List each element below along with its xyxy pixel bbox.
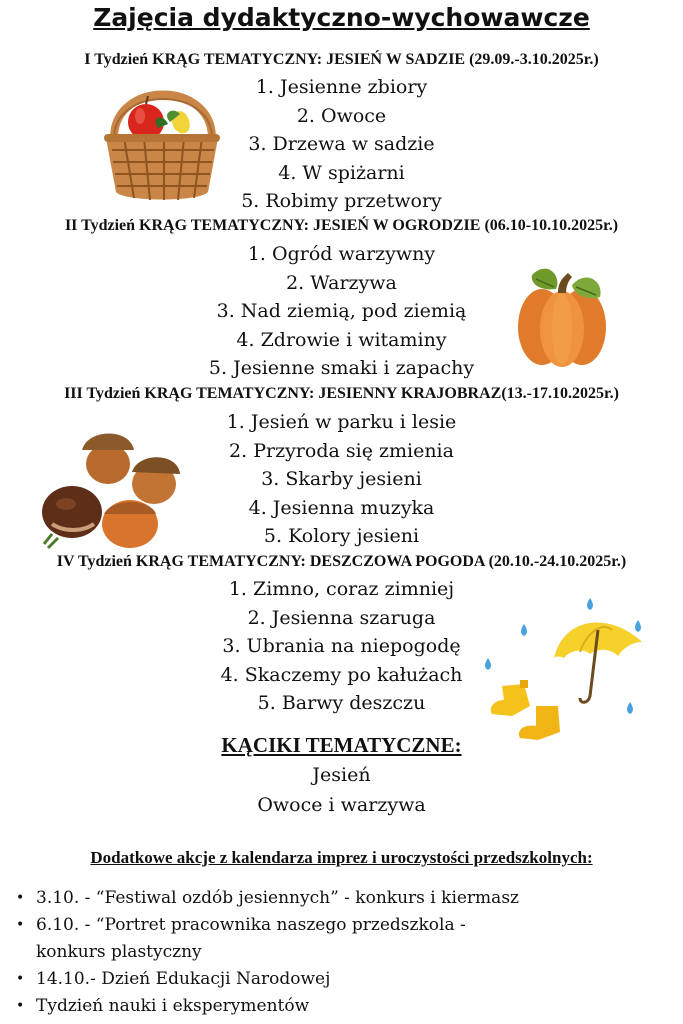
week-2-topic-5: 5. Jesienne smaki i zapachy [208, 357, 475, 380]
week-2-topic-3: 3. Nad ziemią, pod ziemią [216, 300, 467, 323]
extra-item-1 [14, 885, 674, 912]
week-3-topic-5: 5. Kolory jesieni [263, 525, 420, 548]
bullet-icon: • [16, 917, 25, 933]
corner-item-2: Owoce i warzywa [257, 794, 426, 816]
chestnuts-acorns-icon [38, 428, 188, 550]
extra-item-continuation: konkurs plastyczny [36, 942, 202, 962]
week-2-heading: II Tydzień KRĄG TEMATYCZNY: JESIEŃ W OGRODZIE (06.10-10.10.2025r.) [64, 217, 619, 234]
corner-item-1: Jesień [312, 764, 371, 786]
extra-item-3 [14, 966, 674, 993]
week-3-heading: III Tydzień KRĄG TEMATYCZNY: JESIENNY KRAJOBRAZ(13.-17.10.2025r.) [64, 385, 619, 402]
extras-list [14, 885, 674, 1020]
extra-item-text: 6.10. - “Portret pracownika naszego przedszkola - [36, 915, 466, 935]
week-1-topic-2: 2. Owoce [296, 104, 387, 127]
extra-item-4 [14, 993, 674, 1020]
extra-item-text: Tydzień nauki i eksperymentów [36, 996, 310, 1016]
bullet-icon: • [16, 998, 25, 1014]
week-4-topic-1: 1. Zimno, coraz zimniej [228, 578, 455, 600]
week-4-topic-5: 5. Barwy deszczu [257, 692, 426, 715]
corners-list [0, 760, 683, 820]
week-2-topic-1: 1. Ogród warzywny [247, 243, 436, 265]
week-2-topic-2: 2. Warzywa [286, 271, 397, 294]
week-1-topic-5: 5. Robimy przetwory [241, 190, 442, 213]
week-4-topic-4: 4. Skaczemy po kałużach [220, 663, 463, 686]
fruit-basket-icon [100, 80, 225, 205]
week-1-heading: I Tydzień KRĄG TEMATYCZNY: JESIEŃ W SADZIE (29.09.-3.10.2025r.) [84, 51, 599, 68]
extra-item-text: 3.10. - “Festiwal ozdób jesiennych” - konkurs i kiermasz [36, 888, 519, 908]
bullet-icon: • [16, 890, 25, 906]
extra-item-2 [14, 912, 674, 966]
week-1-topic-3: 3. Drzewa w sadzie [248, 133, 435, 156]
page-title: Zajęcia dydaktyczno-wychowawcze [93, 3, 590, 32]
week-4-topic-3: 3. Ubrania na niepogodę [222, 635, 461, 658]
bullet-icon: • [16, 971, 25, 987]
week-4-topic-2: 2. Jesienna szaruga [247, 606, 436, 629]
pumpkin-icon [512, 255, 612, 370]
week-1-topic-1: 1. Jesienne zbiory [255, 76, 428, 98]
week-3-topic-2: 2. Przyroda się zmienia [229, 439, 454, 462]
week-3-topic-4: 4. Jesienna muzyka [248, 496, 435, 519]
extras-heading: Dodatkowe akcje z kalendarza imprez i uroczystości przedszkolnych: [90, 848, 593, 867]
week-4-heading: IV Tydzień KRĄG TEMATYCZNY: DESZCZOWA POGODA (20.10.-24.10.2025r.) [56, 553, 627, 570]
umbrella-rain-boots-icon [480, 590, 655, 750]
corners-heading: KĄCIKI TEMATYCZNE: [221, 733, 462, 757]
week-1-topic-4: 4. W spiżarni [278, 161, 405, 184]
extra-item-text: 14.10.- Dzień Edukacji Narodowej [36, 969, 331, 989]
week-3-topic-1: 1. Jesień w parku i lesie [226, 411, 457, 433]
week-3-topic-3: 3. Skarby jesieni [261, 468, 422, 491]
week-2-topic-4: 4. Zdrowie i witaminy [236, 328, 447, 351]
